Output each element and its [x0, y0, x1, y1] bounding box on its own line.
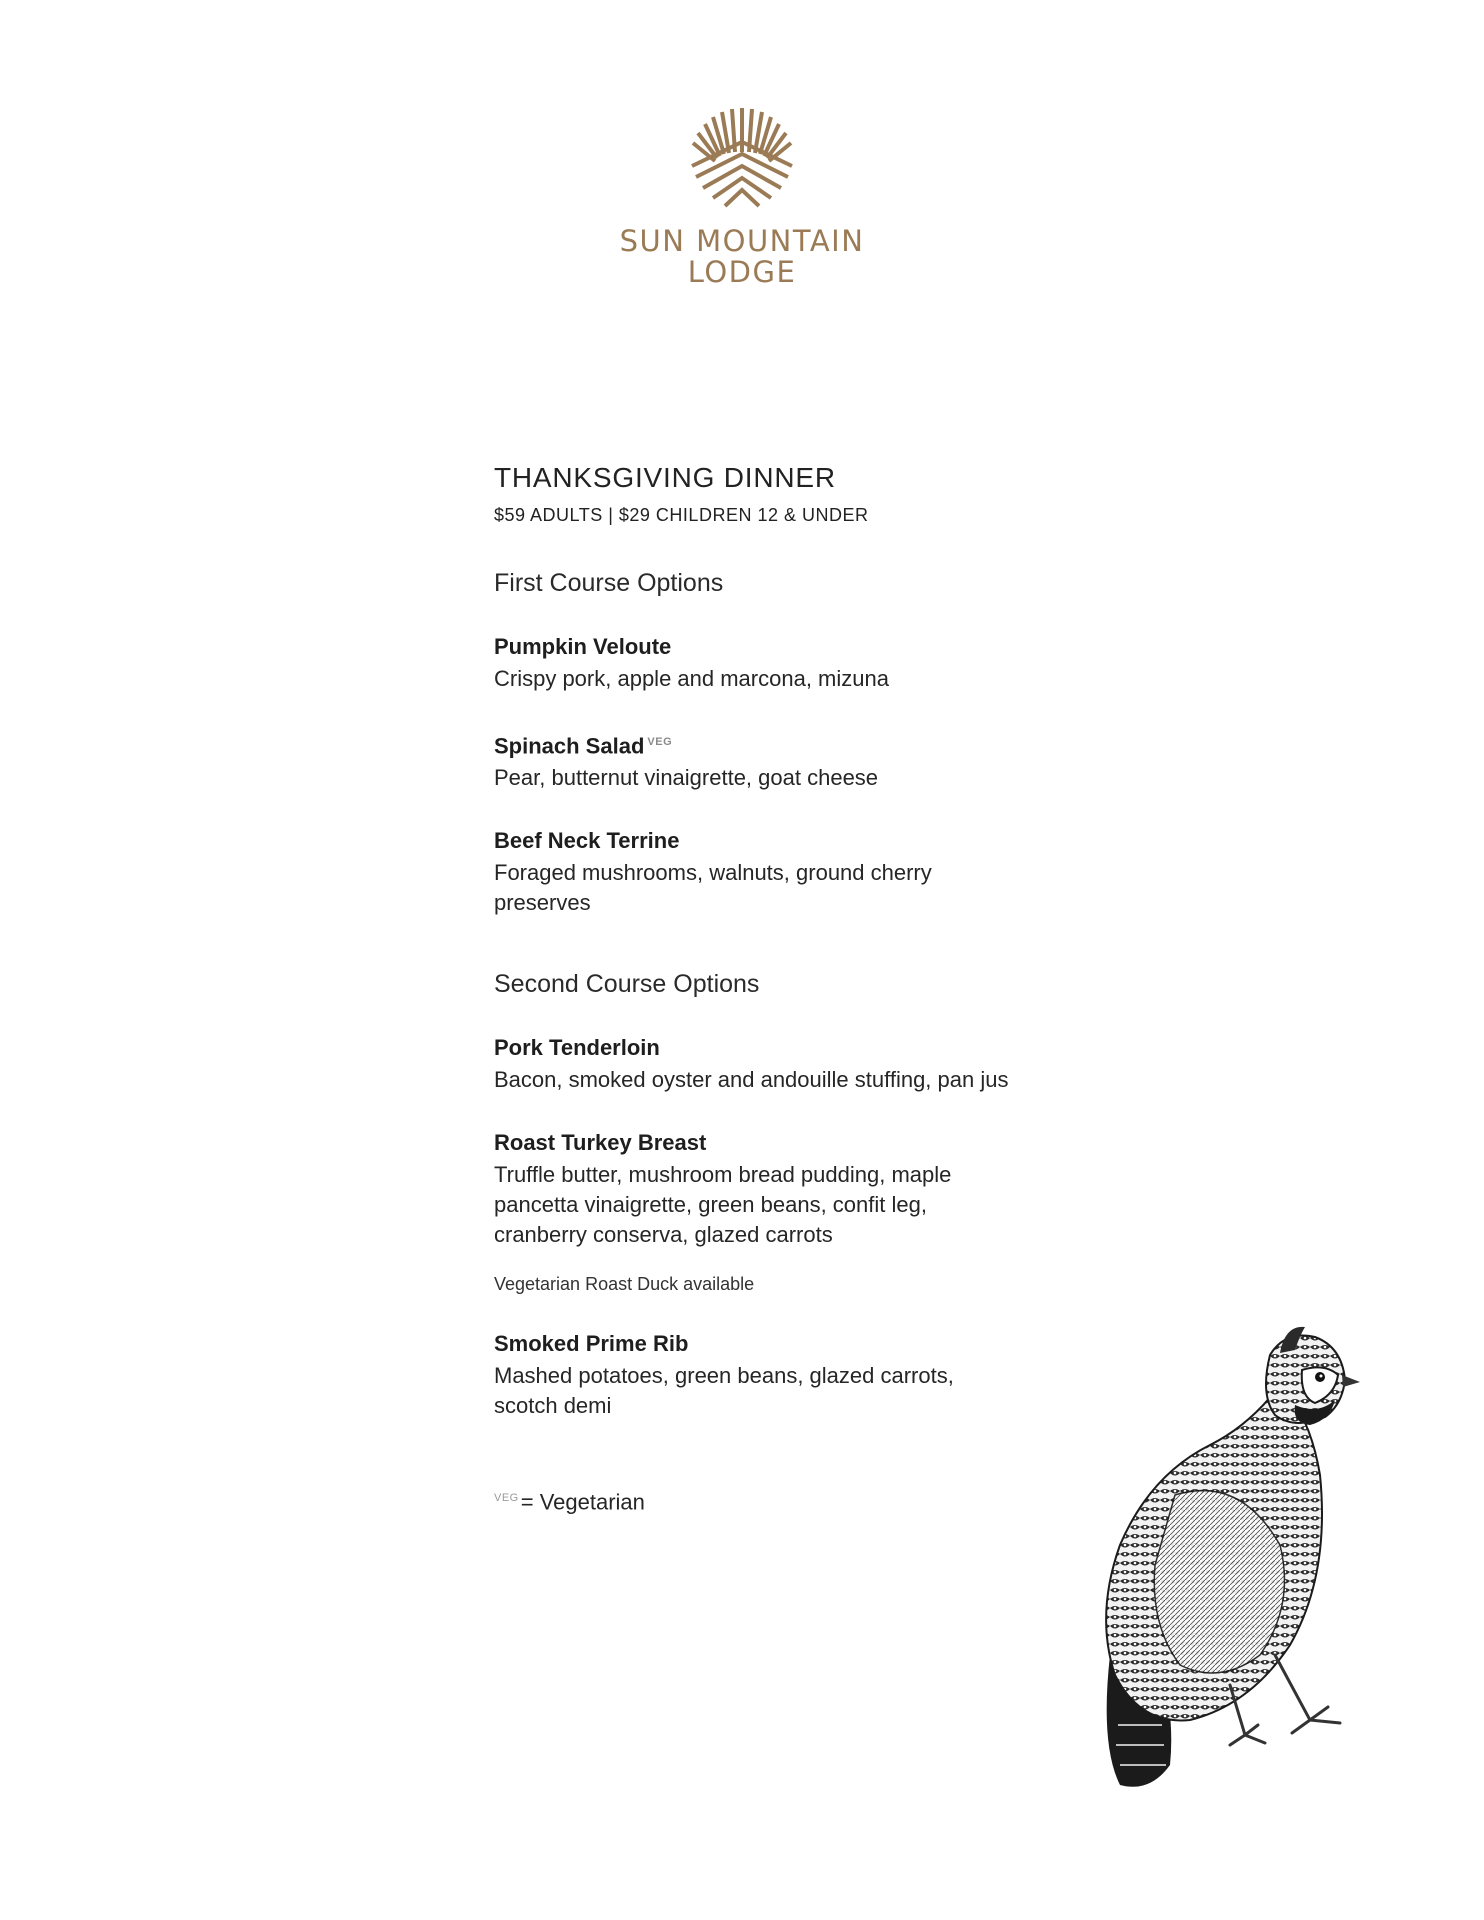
- dish-description: Foraged mushrooms, walnuts, ground cherry preserves: [494, 860, 932, 916]
- dish-description: Truffle butter, mushroom bread pudding, maple pancetta vinaigrette, green beans, confit leg, cranberry conserva, glazed carrots: [494, 1162, 952, 1248]
- dish-beef-neck-terrine: [494, 827, 1014, 918]
- dish-smoked-prime-rib: [494, 1330, 1014, 1421]
- dish-description: Bacon, smoked oyster and andouille stuffing, pan jus: [494, 1067, 1009, 1093]
- dish-note: Vegetarian Roast Duck available: [494, 1274, 755, 1295]
- dish-name: Beef Neck Terrine: [494, 828, 680, 854]
- veg-legend: [494, 1483, 1014, 1517]
- dish-description: Pear, butternut vinaigrette, goat cheese: [494, 765, 879, 791]
- logo-line-2: LODGE: [687, 255, 797, 289]
- menu-title: THANKSGIVING DINNER: [494, 462, 836, 493]
- dish-pork-tenderloin: [494, 1034, 1014, 1095]
- veg-tag: VEG: [647, 736, 673, 748]
- logo: [612, 104, 872, 288]
- menu-price: $59 ADULTS | $29 CHILDREN 12 & UNDER: [494, 505, 869, 525]
- sun-mountain-icon: [688, 104, 796, 212]
- dish-description: Crispy pork, apple and marcona, mizuna: [494, 666, 889, 691]
- dish-description: Mashed potatoes, green beans, glazed carrots, scotch demi: [494, 1363, 954, 1419]
- first-course-heading: First Course Options: [494, 569, 724, 597]
- dish-roast-turkey-breast: [494, 1129, 1014, 1296]
- dish-pumpkin-veloute: [494, 633, 1014, 694]
- dish-name: Spinach Salad: [494, 733, 645, 759]
- dish-name: Roast Turkey Breast: [494, 1130, 707, 1156]
- grouse-bird-icon: [1080, 1325, 1370, 1795]
- menu: [494, 459, 1014, 1518]
- dish-name: Smoked Prime Rib: [494, 1331, 689, 1357]
- logo-line-1: SUN MOUNTAIN: [619, 224, 865, 258]
- dish-name: Pork Tenderloin: [494, 1035, 660, 1061]
- second-course-heading: Second Course Options: [494, 970, 760, 999]
- legend-text: = Vegetarian: [520, 1489, 645, 1515]
- dish-name: Pumpkin Veloute: [494, 634, 672, 659]
- dish-spinach-salad: [494, 728, 1014, 793]
- legend-veg-tag: VEG: [494, 1492, 519, 1505]
